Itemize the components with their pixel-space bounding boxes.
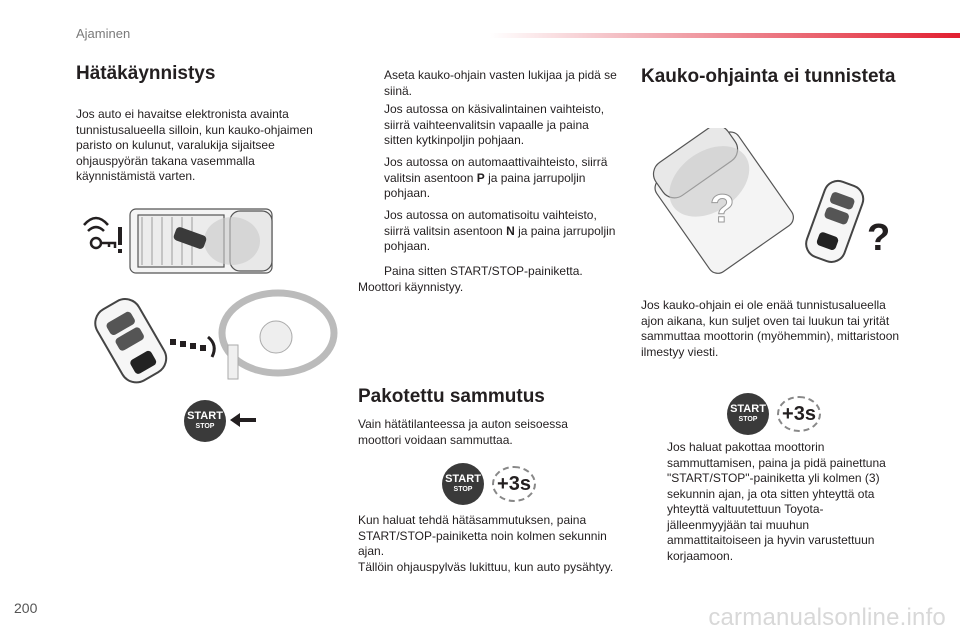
question-mark-icon: ?: [867, 217, 891, 259]
key-not-detected-paragraph: Jos kauko-ohjain ei ole enää tunnistusalueella ajon aikana, kun suljet oven tai luukun tai yrität sammuttaa moottorin (myöhemmin), mittaristoon ilmestyy viesti.: [641, 298, 900, 359]
section-title: Ajaminen: [76, 26, 131, 41]
forced-shutdown-paragraph: Vain hätätilanteessa ja auton seisoessa moottori voidaan sammuttaa.: [358, 417, 568, 447]
bullet-item: Aseta kauko-ohjain vasten lukijaa ja pidä se siinä.: [384, 68, 617, 98]
key-to-reader-illustration: [88, 285, 348, 390]
page-number: 200: [14, 600, 38, 616]
start-stop-button-icon: START STOP: [727, 393, 769, 435]
stop-label: STOP: [195, 423, 215, 430]
plus-3-seconds-icon: +3s: [492, 466, 536, 502]
forced-shutdown-instruction: Kun haluat tehdä hätäsammutuksen, paina START/STOP-painiketta noin kolmen sekunnin ajan.: [358, 513, 607, 558]
emergency-start-title: Hätäkäynnistys: [76, 63, 216, 84]
start-stop-button-icon: [184, 400, 226, 442]
header-accent-bar: [490, 33, 960, 38]
bullet-item: Jos autossa on automatisoitu vaihteisto, siirrä valitsin asentoon N ja paina jarrupoljin pohjaan.: [384, 208, 616, 253]
car-question-icon: [652, 128, 902, 278]
car-top-illustration: [82, 205, 342, 285]
question-mark-icon: ?: [710, 187, 735, 231]
arrow-left-icon: [228, 410, 258, 430]
key-fob-icon: [88, 285, 348, 390]
watermark: carmanualsonline.info: [708, 604, 946, 631]
bullet-item: Paina sitten START/STOP-painiketta.: [384, 264, 583, 278]
key-not-detected-title: Kauko-ohjainta ei tunnisteta: [641, 66, 896, 87]
forced-shutdown-title: Pakotettu sammutus: [358, 386, 545, 407]
start-label: START: [187, 410, 223, 422]
plus-3-seconds-icon: +3s: [777, 396, 821, 432]
emergency-start-paragraph: Jos auto ei havaitse elektronista avainta tunnistusalueella silloin, kun kauko-ohjaimen paristo on kulunut, varalukija sijaitsee ohjauspyörän takana vasemmalla käynnistämistä varten.: [76, 107, 313, 183]
steering-lock-note: Tällöin ohjauspylväs lukittuu, kun auto pysähtyy.: [358, 560, 614, 574]
bullet-item: Jos autossa on käsivalintainen vaihteisto, siirrä vaihteenvalitsin vapaalle ja paina sitten kytkinpoljin pohjaan.: [384, 102, 605, 147]
car-key-warning-icon: [82, 205, 342, 285]
engine-starts-text: Moottori käynnistyy.: [358, 280, 464, 294]
start-stop-button-icon: START STOP: [442, 463, 484, 505]
bullet-item: Jos haluat pakottaa moottorin sammuttamisen, paina ja pidä painettuna "START/STOP"-painiketta yli kolmen (3) sekunnin ajan, ja ota sitten yhteyttä ota yhteyttä valtuutettuun Toyota-jälleenmyyjään tai muuhun ammattitaitoiseen ja hyvin varustettuun korjaamoon.: [667, 440, 886, 563]
car-question-illustration: [652, 128, 902, 278]
bullet-item: Jos autossa on automaattivaihteisto, siirrä valitsin asentoon P ja paina jarrupoljin pohjaan.: [384, 155, 608, 200]
